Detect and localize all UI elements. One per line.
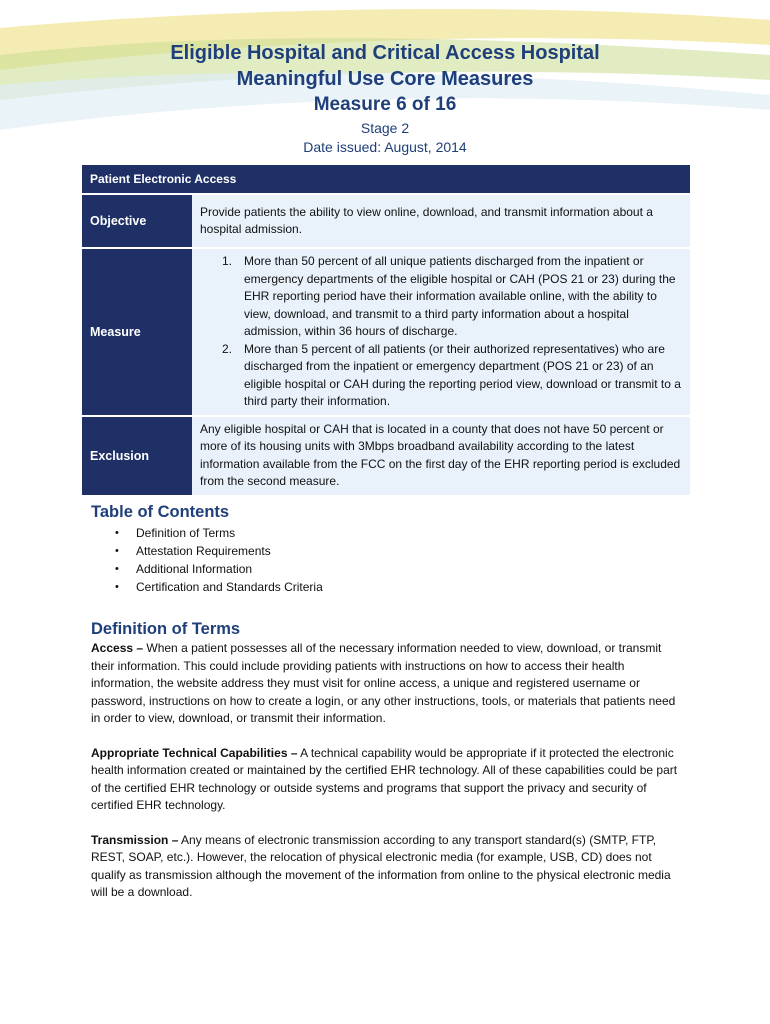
definition-appropriate-technical-capabilities	[91, 745, 681, 815]
bullet-icon: •	[115, 581, 119, 593]
toc-item[interactable]	[91, 578, 681, 596]
definition-of-terms	[91, 618, 681, 902]
toc-item[interactable]	[91, 524, 681, 542]
date-issued: Date issued: August, 2014	[303, 139, 467, 155]
exclusion-text: Any eligible hospital or CAH that is located in a county that does not have 50 percent or more of its housing units with 3Mbps broadband availability according to the latest information available from the FCC on the first day of the EHR reporting period is excluded from the second measure.	[192, 416, 690, 496]
document-header	[0, 40, 770, 157]
definition-text: A technical capability would be appropriate if it protected the electronic health information created or maintained by the certified EHR technology. All of these capabilities could be part of the certified EHR technology or outside systems and programs that support the privacy and security of certified EHR technology.	[91, 745, 678, 812]
measure-label: Measure	[82, 248, 192, 416]
definition-term: Appropriate Technical Capabilities –	[91, 745, 298, 760]
measure-list	[200, 253, 684, 411]
measure-table	[82, 165, 690, 497]
measure-item	[200, 341, 684, 411]
measure-table-heading: Patient Electronic Access	[82, 165, 690, 194]
definition-term: Transmission –	[91, 832, 179, 847]
objective-text: Provide patients the ability to view online, download, and transmit information about a hospital admission.	[192, 194, 690, 248]
bullet-icon: •	[115, 563, 119, 575]
measure-item-number: 1.	[222, 254, 233, 268]
definition-transmission	[91, 832, 681, 902]
measure-item-text: More than 50 percent of all unique patients discharged from the inpatient or emergency departments of the eligible hospital or CAH (POS 21 or 23) during the EHR reporting period have their information available online, with the ability to view, download, and transmit to a third party information about a hospital admission, within 36 hours of discharge.	[244, 254, 676, 338]
bullet-icon: •	[115, 545, 119, 557]
measure-item-number: 2.	[222, 341, 233, 356]
definition-access	[91, 640, 681, 728]
toc-item[interactable]	[91, 560, 681, 578]
stage-label: Stage 2	[360, 120, 410, 136]
document-title-line-1: Eligible Hospital and Critical Access Hospital	[170, 42, 600, 64]
toc-list	[91, 524, 681, 596]
toc-item-label: Attestation Requirements	[136, 544, 271, 558]
definitions-title: Definition of Terms	[91, 620, 241, 638]
toc-item-label: Additional Information	[136, 562, 253, 576]
objective-label: Objective	[82, 194, 192, 248]
document-title-line-2: Meaningful Use Core Measures	[236, 68, 534, 90]
bullet-icon: •	[115, 527, 119, 539]
measure-item	[200, 253, 684, 341]
toc-title: Table of Contents	[91, 503, 230, 521]
toc-item[interactable]	[91, 542, 681, 560]
definition-term: Access –	[91, 641, 144, 655]
measure-content	[192, 248, 690, 416]
toc-item-label: Certification and Standards Criteria	[136, 580, 323, 594]
exclusion-label: Exclusion	[82, 416, 192, 496]
toc-item-label: Definition of Terms	[136, 526, 236, 540]
table-of-contents	[91, 501, 681, 596]
definition-text: When a patient possesses all of the necessary information needed to view, download, or transmit their information. This could include providing patients with instructions on how to access their health information, the website address they must visit for online access, a unique and registered username or password, instructions on how to create a login, or any other instructions, tools, or materials that patients need in order to view, download, or transmit their information.	[91, 641, 676, 725]
measure-number: Measure 6 of 16	[313, 94, 457, 115]
measure-item-text: More than 5 percent of all patients (or their authorized representatives) who are discharged from the inpatient or emergency department (POS 21 or 23) of an eligible hospital or CAH during the reporting period view, download or transmit to a third party their information.	[244, 341, 681, 408]
definition-text: Any means of electronic transmission according to any transport standard(s) (SMTP, FTP, REST, SOAP, etc.). However, the relocation of physical electronic media (for example, USB, CD) does not qualify as transmission although the movement of the information from online to the physical electronic media will be a download.	[91, 832, 671, 899]
